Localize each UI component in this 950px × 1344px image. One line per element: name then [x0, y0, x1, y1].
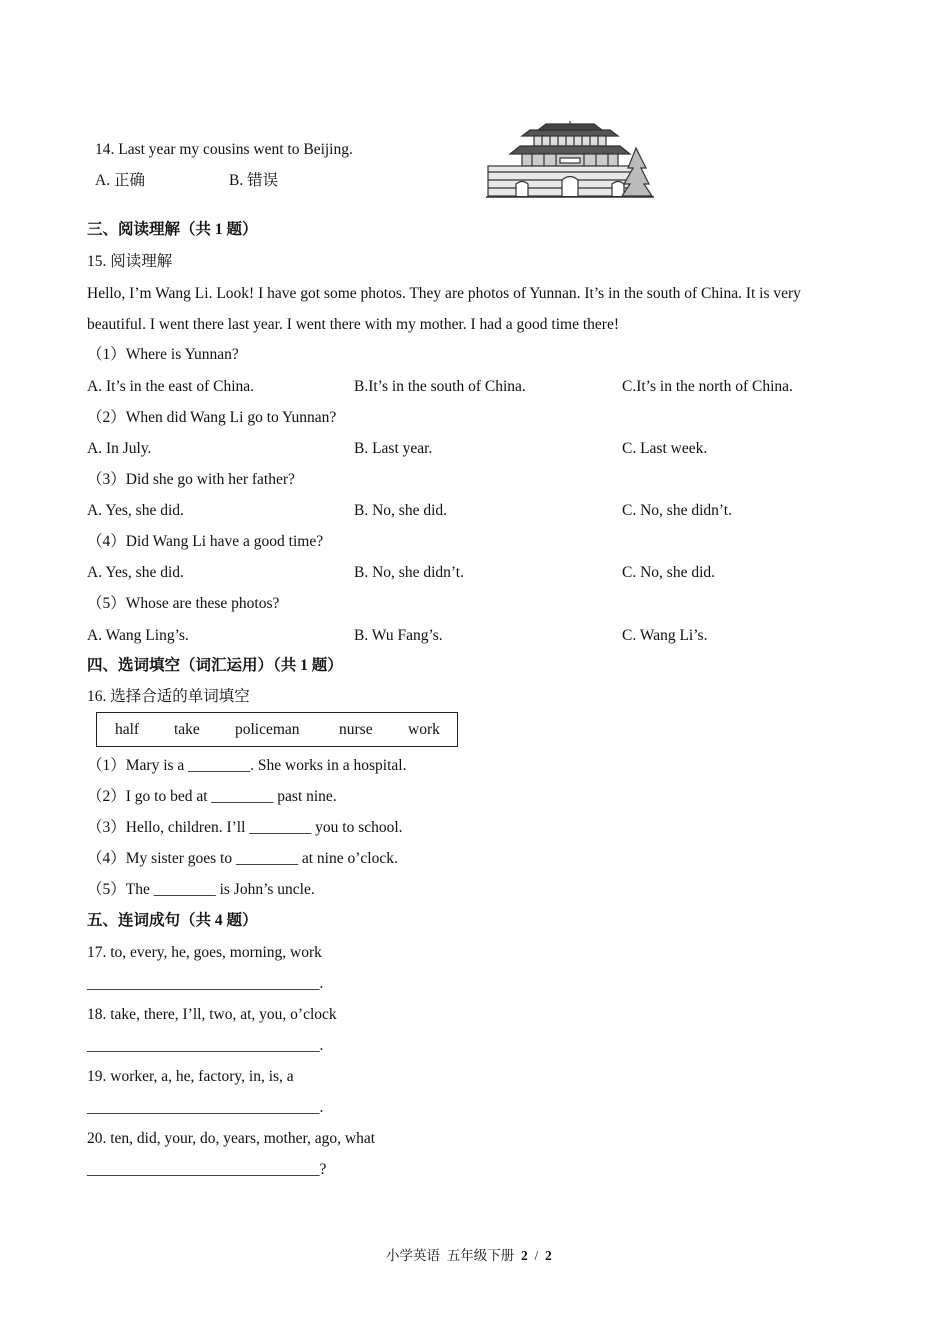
choice-c: C. Wang Li’s.	[622, 627, 708, 644]
q18-prompt: 18. take, there, I’ll, two, at, you, o’clock	[87, 1006, 337, 1023]
word-bank-item: half	[115, 721, 140, 738]
word-bank-item: take	[174, 721, 200, 738]
q19-prompt: 19. worker, a, he, factory, in, is, a	[87, 1068, 294, 1085]
section4-heading: 四、选词填空（词汇运用）（共 1 题）	[87, 657, 343, 674]
q15-choices-row	[87, 439, 887, 459]
q15-choices-row	[87, 377, 887, 397]
q15-choices-row	[87, 501, 887, 521]
q16-item: （1）Mary is a ________. She works in a hospital.	[87, 757, 407, 774]
q14-option-b: B. 错误	[229, 172, 279, 189]
word-bank-item: work	[408, 721, 440, 738]
choice-b: B. No, she didn’t.	[354, 564, 464, 581]
choice-b: B. Wu Fang’s.	[354, 627, 443, 644]
q16-item: （4）My sister goes to ________ at nine o’clock.	[87, 850, 398, 867]
choice-a: A. Wang Ling’s.	[87, 627, 189, 644]
word-bank-item: nurse	[339, 721, 373, 738]
q15-sub-question: （4）Did Wang Li have a good time?	[87, 533, 324, 550]
q14-option-a: A. 正确	[95, 172, 145, 189]
choice-b: B. No, she did.	[354, 502, 447, 519]
q15-choices-row	[87, 626, 887, 646]
q19-answer-line: ______________________________.	[87, 1099, 324, 1116]
q15-sub-question: （2）When did Wang Li go to Yunnan?	[87, 409, 337, 426]
choice-a: A. It’s in the east of China.	[87, 378, 255, 395]
choice-a: A. Yes, she did.	[87, 564, 184, 581]
passage-line-2: beautiful. I went there last year. I went there with my mother. I had a good time there!	[87, 316, 619, 333]
choice-c: C.It’s in the north of China.	[622, 378, 793, 395]
q15-sub-question: （3）Did she go with her father?	[87, 471, 295, 488]
choice-c: C. Last week.	[622, 440, 708, 457]
choice-c: C. No, she did.	[622, 564, 715, 581]
choice-a: A. Yes, she did.	[87, 502, 184, 519]
q17-answer-line: ______________________________.	[87, 975, 324, 992]
page-footer: 小学英语 五年级下册 2 / 2	[386, 1248, 552, 1263]
word-bank-box	[96, 712, 458, 747]
q20-prompt: 20. ten, did, your, do, years, mother, ago, what	[87, 1130, 376, 1147]
choice-a: A. In July.	[87, 440, 152, 457]
q15-choices-row	[87, 563, 887, 583]
choice-c: C. No, she didn’t.	[622, 502, 732, 519]
q20-answer-line: ______________________________?	[87, 1161, 327, 1178]
q16-title: 16. 选择合适的单词填空	[87, 688, 250, 705]
q15-sub-question: （5）Whose are these photos?	[87, 595, 280, 612]
choice-b: B.It’s in the south of China.	[354, 378, 526, 395]
q16-item: （2）I go to bed at ________ past nine.	[87, 788, 337, 805]
beijing-gate-illustration	[486, 118, 654, 202]
section5-heading: 五、连词成句（共 4 题）	[87, 912, 258, 929]
passage-line-1: Hello, I’m Wang Li. Look! I have got some photos. They are photos of Yunnan. It’s in the south of China. It is very	[87, 285, 801, 302]
q16-item: （3）Hello, children. I’ll ________ you to school.	[87, 819, 403, 836]
q15-sub-question: （1）Where is Yunnan?	[87, 346, 239, 363]
q18-answer-line: ______________________________.	[87, 1037, 324, 1054]
q17-prompt: 17. to, every, he, goes, morning, work	[87, 944, 322, 961]
q16-item: （5）The ________ is John’s uncle.	[87, 881, 315, 898]
section3-heading: 三、阅读理解（共 1 题）	[87, 221, 258, 238]
q14-stem: 14. Last year my cousins went to Beijing.	[95, 141, 353, 158]
choice-b: B. Last year.	[354, 440, 433, 457]
q15-title: 15. 阅读理解	[87, 253, 173, 270]
word-bank-item: policeman	[235, 721, 300, 738]
